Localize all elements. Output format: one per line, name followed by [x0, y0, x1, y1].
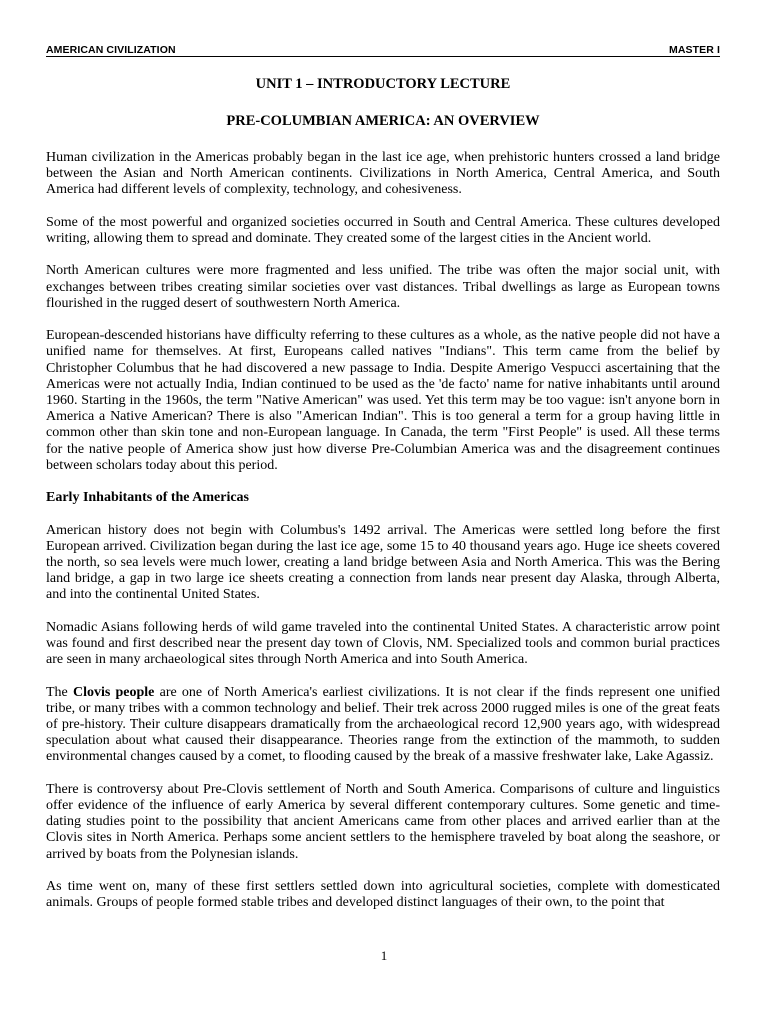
- section-heading: Early Inhabitants of the Americas: [46, 490, 249, 506]
- paragraph: As time went on, many of these first settlers settled down into agricultural societies, complete with domesticated animals. Groups of people formed stable tribes and developed distinct languages of their own, to the point that: [46, 879, 720, 911]
- unit-title: UNIT 1 – INTRODUCTORY LECTURE: [255, 76, 511, 92]
- lecture-subtitle: PRE-COLUMBIAN AMERICA: AN OVERVIEW: [226, 113, 540, 129]
- page-header: [46, 44, 720, 57]
- paragraph-lead: The: [46, 684, 73, 700]
- paragraph: Human civilization in the Americas probably began in the last ice age, when prehistoric hunters crossed a land bridge between the Asian and North American continents. Civilizations in North America, Central America, and South America had different levels of complexity, technology, and cohesiveness.: [46, 150, 720, 198]
- paragraph: Nomadic Asians following herds of wild game traveled into the continental United States. A characteristic arrow point was found and first described near the present day town of Clovis, NM. Specialized tools and common burial practices are seen in many archaeological sites through North America and into South America.: [46, 619, 720, 668]
- header-course-title: AMERICAN CIVILIZATION: [46, 44, 176, 56]
- paragraph-clovis: [46, 685, 720, 766]
- paragraph-rest: are one of North America's earliest civilizations. It is not clear if the finds represent one unified tribe, or many tribes with a common technology and belief. Their trek across 2000 rugged miles is one of the great feats of pre-history. Their culture disappears dramatically from the archaeological record 12,900 years ago, with widespread speculation about what caused their disappearance. Theories range from the extinction of the mammoth, to sudden environmental changes caused by a comet, to flooding caused by the break of a massive freshwater lake, Lake Agassiz.: [46, 684, 721, 765]
- paragraph: North American cultures were more fragmented and less unified. The tribe was often the major social unit, with exchanges between tribes creating similar societies over vast distances. Tribal dwellings as large as European towns flourished in the rugged desert of southwestern North America.: [46, 263, 720, 311]
- clovis-people-term: Clovis people: [72, 684, 155, 700]
- paragraph: American history does not begin with Columbus's 1492 arrival. The Americas were settled long before the first European arrived. Civilization began during the last ice age, some 15 to 40 thousand years ago. Huge ice sheets covered the north, so sea levels were much lower, creating a land bridge between Asia and North America. This was the Bering land bridge, a gap in two large ice sheets creating a connection from lands near present day Alaska, through Alberta, and into the continental United States.: [46, 522, 720, 603]
- page-number: 1: [380, 948, 388, 963]
- document-body: [46, 150, 720, 928]
- paragraph: Some of the most powerful and organized societies occurred in South and Central America. These cultures developed writing, allowing them to spread and dominate. They created some of the largest cities in the Ancient world.: [46, 214, 720, 246]
- paragraph: European-descended historians have difficulty referring to these cultures as a whole, as the native people did not have a unified name for themselves. At first, Europeans called natives "Indians". This term came from the belief by Christopher Columbus that he had discovered a new passage to India. Despite Amerigo Vespucci ascertaining that the Americas were not actually India, Indian continued to be used as the 'de facto' name for native inhabitants until around 1960. Starting in the 1960s, the term "Native American" was used. Yet this term may be too vague: isn't anyone born in America a Native American? There is also "American Indian". This is too general a term for a group having little in common other than skin tone and non-European language. In Canada, the term "First People" is used. All these terms for the native people of America show just how diverse Pre-Columbian America was and the disagreement continues between scholars today about this period.: [46, 328, 720, 473]
- header-level: MASTER I: [669, 44, 720, 56]
- paragraph: There is controversy about Pre-Clovis settlement of North and South America. Comparisons of culture and linguistics offer evidence of the influence of early America by several different contemporary cultures. Some genetic and time-dating studies point to the possibility that ancient Americans came from other places and arrived earlier than at the Clovis sites in North America. Perhaps some ancient settlers to the hemisphere traveled by boat along the seashore, or arrived by boats from the Polynesian islands.: [46, 781, 720, 862]
